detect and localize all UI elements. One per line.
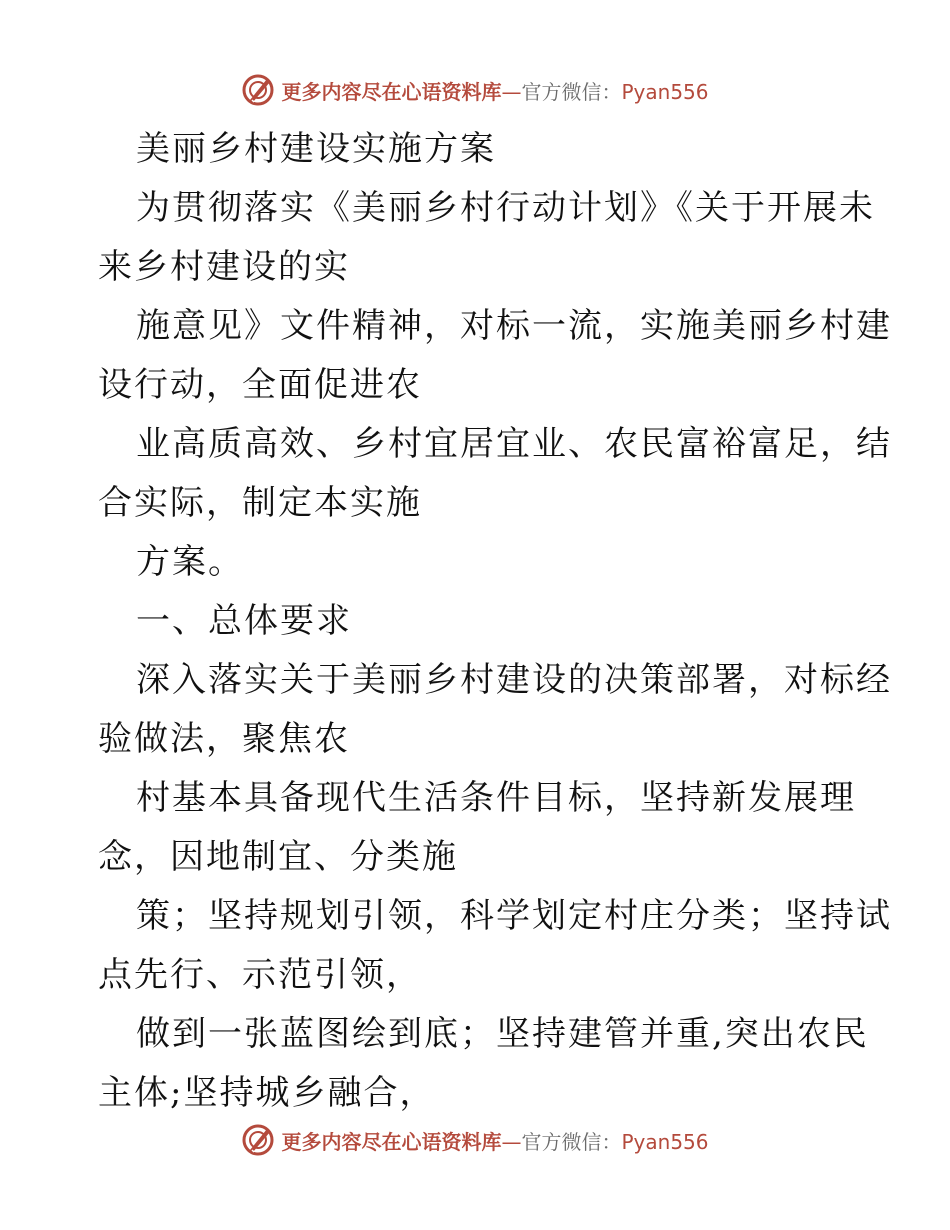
paragraph-line: 主体;坚持城乡融合， <box>98 1073 436 1113</box>
paragraph-line: 一、总体要求 <box>136 601 352 641</box>
paragraph-line: 点先行、示范引领， <box>98 955 422 995</box>
paragraph-line: 做到一张蓝图绘到底；坚持建管并重,突出农民 <box>136 1014 869 1054</box>
header-banner <box>0 70 950 110</box>
paragraph-line: 设行动，全面促进农 <box>98 365 422 405</box>
paragraph-line: 业高质高效、乡村宜居宜业、农民富裕富足，结 <box>136 424 892 464</box>
paragraph-line: 村基本具备现代生活条件目标，坚持新发展理 <box>136 778 856 818</box>
banner-dash: — <box>501 1129 522 1154</box>
banner-main-text: 更多内容尽在心语资料库 <box>281 79 502 104</box>
paragraph-line: 深入落实关于美丽乡村建设的决策部署，对标经 <box>136 660 892 700</box>
paragraph-line: 为贯彻落实《美丽乡村行动计划》《关于开展未 <box>136 188 875 228</box>
quill-seal-logo-icon <box>241 1123 275 1157</box>
paragraph-line: 合实际，制定本实施 <box>98 483 422 523</box>
banner-text <box>281 1126 708 1155</box>
banner-main-text: 更多内容尽在心语资料库 <box>281 1129 502 1154</box>
paragraph-line: 方案。 <box>136 542 244 582</box>
banner-wechat-id: Pyan556 <box>621 79 709 104</box>
quill-seal-logo-icon <box>241 73 275 107</box>
paragraph-line: 来乡村建设的实 <box>98 247 350 287</box>
paragraph-line: 念，因地制宜、分类施 <box>98 837 458 877</box>
footer-banner <box>0 1120 950 1160</box>
paragraph-line: 验做法，聚焦农 <box>98 719 350 759</box>
banner-text <box>281 76 708 105</box>
document-title: 美丽乡村建设实施方案 <box>136 129 496 169</box>
document-body <box>98 120 892 1123</box>
banner-wechat-id: Pyan556 <box>621 1129 709 1154</box>
banner-wechat-label: 官方微信： <box>521 79 622 104</box>
banner-dash: — <box>501 79 522 104</box>
paragraph-line: 施意见》文件精神，对标一流，实施美丽乡村建 <box>136 306 892 346</box>
banner-wechat-label: 官方微信： <box>521 1129 622 1154</box>
paragraph-line: 策；坚持规划引领，科学划定村庄分类；坚持试 <box>136 896 892 936</box>
